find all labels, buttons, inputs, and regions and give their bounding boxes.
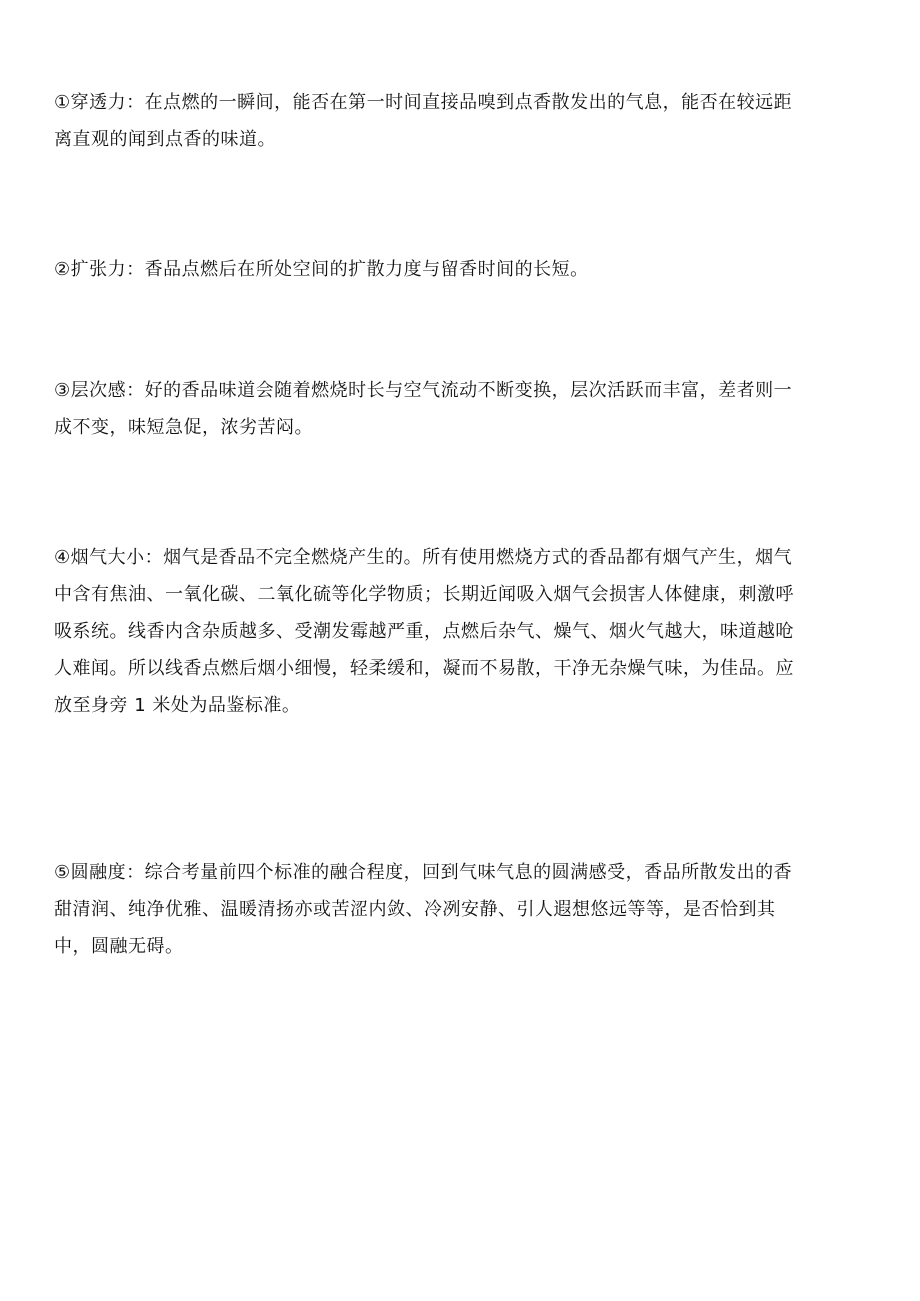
paragraph-line: 成不变，味短急促，浓劣苦闷。 (54, 417, 313, 438)
paragraph-line: 放至身旁 1 米处为品鉴标准。 (54, 695, 301, 716)
paragraph-expansion (54, 251, 866, 288)
paragraph-harmony (54, 854, 866, 965)
paragraph-line: ⑤圆融度：综合考量前四个标准的融合程度，回到气味气息的圆满感受，香品所散发出的香 (54, 862, 793, 883)
paragraph-penetration (54, 84, 866, 158)
paragraph-line: ②扩张力：香品点燃后在所处空间的扩散力度与留香时间的长短。 (54, 259, 589, 280)
paragraph-line: ③层次感：好的香品味道会随着燃烧时长与空气流动不断变换，层次活跃而丰富，差者则一 (54, 380, 793, 401)
paragraph-line: 人难闻。所以线香点燃后烟小细慢，轻柔缓和，凝而不易散，干净无杂燥气味，为佳品。应 (54, 658, 794, 679)
paragraph-line: ①穿透力：在点燃的一瞬间，能否在第一时间直接品嗅到点香散发出的气息，能否在较远距 (54, 92, 793, 113)
paragraph-line: 离直观的闻到点香的味道。 (54, 129, 276, 150)
paragraph-line: 中，圆融无碍。 (54, 936, 184, 957)
paragraph-line: 吸系统。线香内含杂质越多、受潮发霉越严重，点燃后杂气、燥气、烟火气越大，味道越呛 (54, 621, 794, 642)
paragraph-line: 甜清润、纯净优雅、温暖清扬亦或苦涩内敛、冷冽安静、引人遐想悠远等等，是否恰到其 (54, 899, 776, 920)
paragraph-layering (54, 372, 866, 446)
paragraph-line: 中含有焦油、一氧化碳、二氧化硫等化学物质；长期近闻吸入烟气会损害人体健康，刺激呼 (54, 584, 794, 605)
paragraph-smoke (54, 539, 866, 724)
paragraph-line: ④烟气大小：烟气是香品不完全燃烧产生的。所有使用燃烧方式的香品都有烟气产生，烟气 (54, 547, 793, 568)
